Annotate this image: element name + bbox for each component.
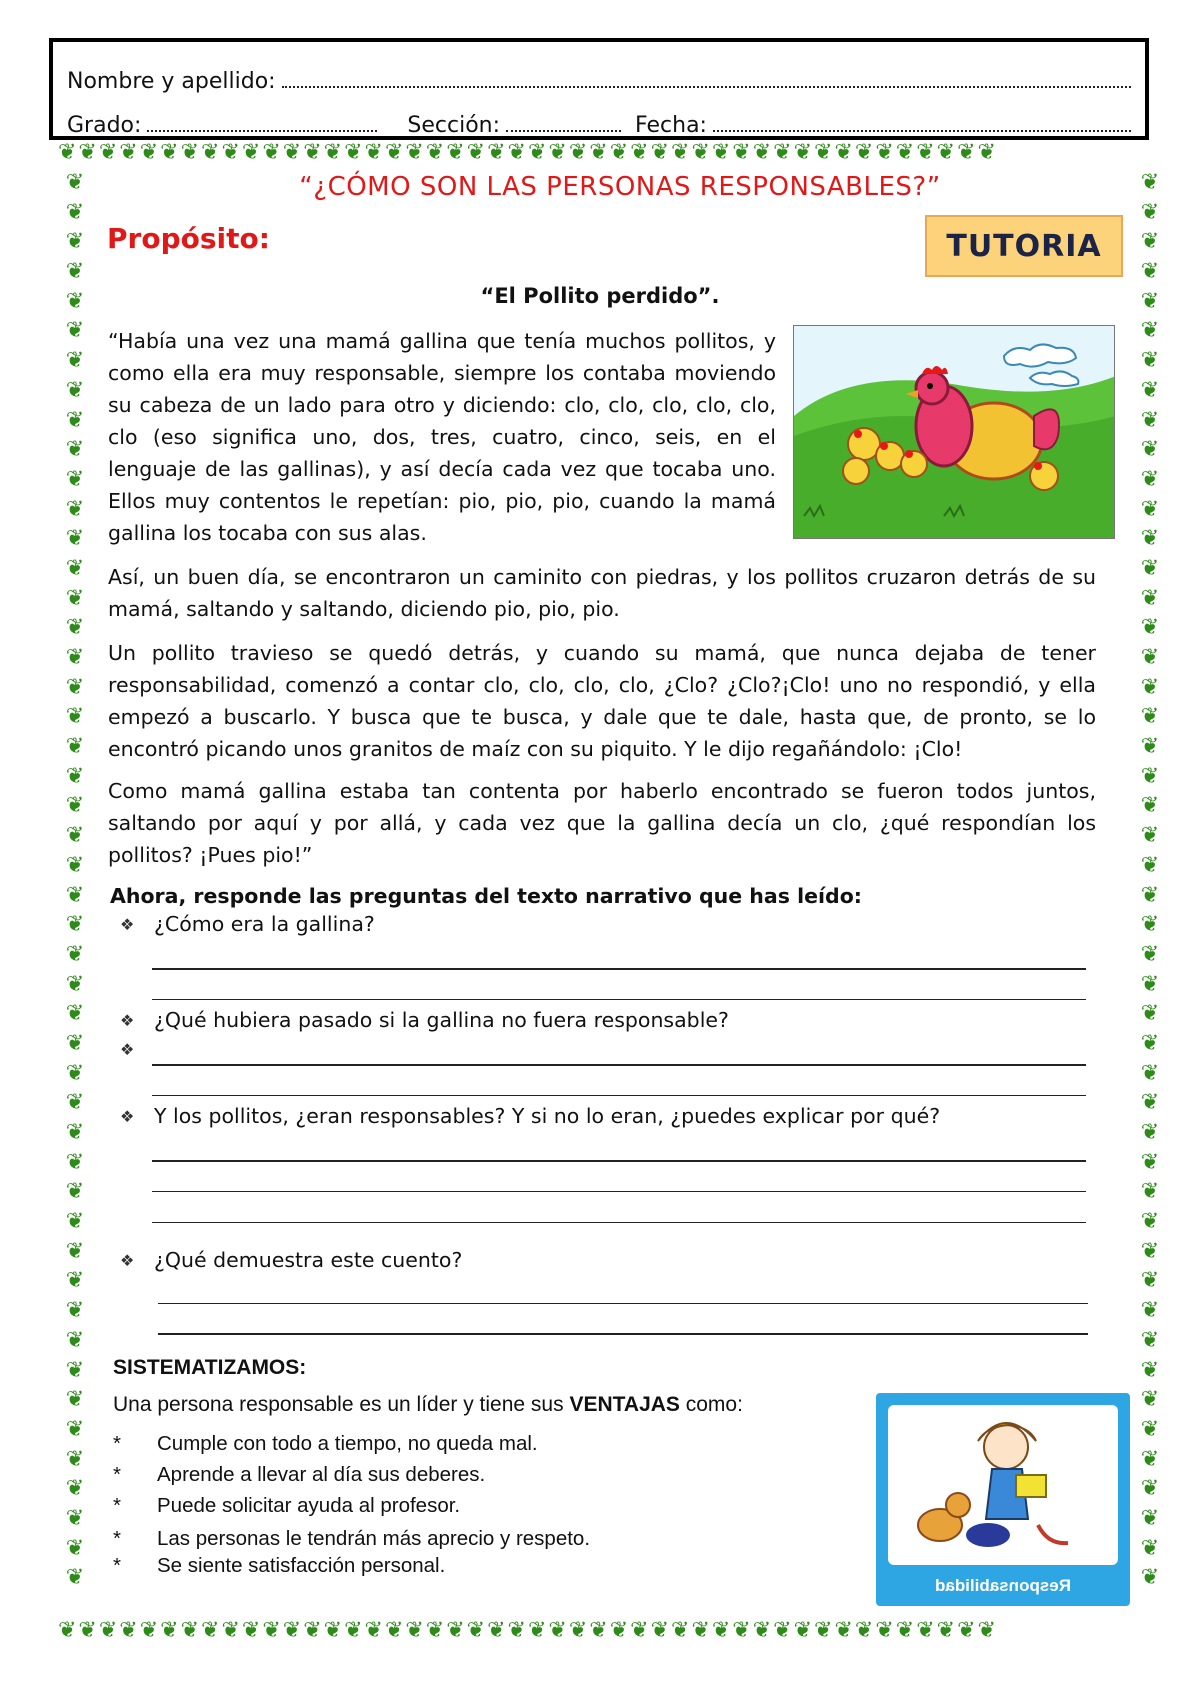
advantage-text: Aprende a llevar al día sus deberes. [157,1463,486,1486]
question-text: ¿Qué demuestra este cuento? [154,1248,463,1272]
vine-leaf-icon: ❦ [65,466,85,492]
advantage-item [113,1494,460,1518]
responsibility-caption: Responsabilidad [934,1576,1072,1595]
advantage-item [113,1527,590,1551]
advantage-text: Puede solicitar ayuda al profesor. [157,1494,461,1517]
answer-line[interactable] [152,1095,1086,1096]
vine-leaf-icon: ❦ [65,1416,85,1442]
vine-leaf-icon: ❦ [1140,555,1160,581]
vine-leaf-icon: ❦ [1140,526,1160,552]
vine-leaf-icon: ❦ [1140,288,1160,314]
diamond-bullet-icon: ❖ [120,1010,135,1030]
vine-leaf-icon: ❦ [1140,1416,1160,1442]
vine-leaf-icon: ❦ [65,1357,85,1383]
vine-leaf-icon: ❦ [65,1387,85,1413]
star-bullet: * [113,1463,121,1486]
vine-leaf-icon: ❦ [1140,1090,1160,1116]
vine-leaf-icon: ❦ [1140,1565,1160,1591]
vine-leaf-icon: ❦ [65,526,85,552]
vine-leaf-icon: ❦ [1140,674,1160,700]
vine-leaf-icon: ❦ [65,229,85,255]
date-label: Fecha: [635,113,707,138]
question-text: ¿Qué hubiera pasado si la gallina no fuera responsable? [154,1008,729,1032]
responsibility-illustration [876,1393,1130,1606]
page-title: “¿CÓMO SON LAS PERSONAS RESPONSABLES?” [299,172,941,202]
vine-leaf-icon: ❦ [65,823,85,849]
vine-leaf-icon: ❦ [65,585,85,611]
advantage-item [113,1463,485,1487]
vine-leaf-icon: ❦ [65,555,85,581]
story-paragraph: “Había una vez una mamá gallina que tenía muchos pollitos, y como ella era muy responsable, siempre los contaba moviendo su cabeza de un lado para otro y diciendo: clo, clo, clo, clo, clo, clo (eso significa uno, dos, tres, cuatro, cinco, seis, en el lenguaje de las gallinas), y así decía cada vez que tocaba uno. Ellos muy contentos le repetían: pio, pio, pio, cuando la mamá gallina los tocaba con sus alas. [108,329,776,545]
vine-leaf-icon: ❦ [1140,199,1160,225]
vine-leaf-icon: ❦ [65,437,85,463]
vine-leaf-icon: ❦ [1140,645,1160,670]
questions-intro: Ahora, responde las preguntas del texto narrativo que has leído: [110,884,862,908]
date-field[interactable] [713,126,1131,132]
answer-line[interactable] [152,999,1086,1000]
vine-leaf-icon: ❦ [65,348,85,374]
vine-leaf-icon: ❦ [1140,1357,1160,1383]
vine-leaf-icon: ❦ [1140,763,1160,789]
section-field[interactable] [506,126,621,132]
vine-leaf-icon: ❦ [1140,348,1160,374]
tutoria-badge: TUTORIA [925,215,1123,277]
question-item [120,1248,462,1272]
vine-leaf-icon: ❦ [1140,1327,1160,1353]
vine-leaf-icon: ❦ [65,882,85,908]
vine-leaf-icon: ❦ [1140,1001,1160,1027]
vine-leaf-icon: ❦ [65,1535,85,1561]
answer-line[interactable] [158,1333,1088,1335]
vine-leaf-icon: ❦ [65,407,85,433]
question-item [120,1008,729,1032]
vine-leaf-icon: ❦ [65,1238,85,1264]
systematize-title: SISTEMATIZAMOS: [113,1356,307,1379]
vine-leaf-icon: ❦ [1140,318,1160,344]
vine-leaf-icon: ❦ [1140,882,1160,908]
vine-leaf-icon: ❦ [65,763,85,789]
vine-leaf-icon: ❦ [1140,1505,1160,1531]
vine-leaf-icon: ❦ [1140,852,1160,878]
vine-leaf-icon: ❦ [1140,1268,1160,1294]
vine-leaf-icon: ❦ [1140,1030,1160,1056]
vine-leaf-icon: ❦ [65,1149,85,1175]
advantage-item [113,1554,445,1578]
story-paragraph: Así, un buen día, se encontraron un caminito con piedras, y los pollitos cruzaron detrás de su mamá, saltando y saltando, diciendo pio, pio, pio. [108,565,1096,621]
answer-line[interactable] [152,1191,1086,1192]
story-paragraph: Un pollito travieso se quedó detrás, y cuando su mamá, que nunca dejaba de tener responsabilidad, comenzó a contar clo, clo, clo, clo, ¿Clo? ¿Clo?¡Clo! uno no respondió, y ella empezó a buscarlo. Y busca que te busca, y dale que te dale, hasta que, de pronto, se lo encontró picando unos granitos de maíz con su piquito. Y le dijo regañándolo: ¡Clo! [108,641,1096,761]
vine-leaf-icon: ❦ [1140,1535,1160,1561]
vine-leaf-icon: ❦ [1140,793,1160,819]
vine-leaf-icon: ❦ [65,377,85,403]
diamond-bullet-icon: ❖ [120,1040,135,1059]
answer-line[interactable] [152,1064,1086,1066]
vine-leaf-icon: ❦ [1140,704,1160,730]
student-info-box [49,38,1149,140]
vine-leaf-icon: ❦ [65,1001,85,1027]
vine-leaf-icon: ❦ [1140,1149,1160,1175]
advantage-text: Cumple con todo a tiempo, no queda mal. [157,1432,538,1455]
vine-leaf-icon: ❦ [65,793,85,819]
vine-leaf-icon: ❦ [65,1327,85,1353]
vine-leaf-icon: ❦ [1140,1060,1160,1086]
vine-leaf-icon: ❦ [65,1446,85,1472]
vine-leaf-icon: ❦ [65,1476,85,1502]
vine-leaf-icon: ❦ [65,1268,85,1294]
star-bullet: * [113,1494,121,1517]
vine-leaf-icon: ❦ [1140,585,1160,611]
vine-leaf-icon: ❦ [65,1209,85,1235]
vine-leaf-icon: ❦ [1140,1387,1160,1413]
question-text: ¿Cómo era la gallina? [154,912,375,936]
vine-leaf-icon: ❦ [1140,1298,1160,1324]
hen-illustration [793,325,1115,539]
vine-leaf-icon: ❦ [65,259,85,285]
vine-border-right [1135,172,1165,1622]
illustration-panel [888,1405,1118,1565]
vine-leaf-icon: ❦ [65,1120,85,1145]
grade-row [67,94,1131,138]
vine-leaf-icon: ❦ [1140,912,1160,938]
vine-leaf-icon: ❦ [65,496,85,522]
diamond-bullet-icon: ❖ [120,1106,135,1126]
section-label: Sección: [407,113,501,138]
vine-leaf-icon: ❦ [1140,1179,1160,1205]
vine-leaf-icon: ❦ [65,912,85,938]
vine-leaf-icon: ❦ [1140,1209,1160,1235]
vine-leaf-icon: ❦ [65,1298,85,1324]
vine-leaf-icon: ❦ [1140,496,1160,522]
star-bullet: * [113,1554,121,1577]
intro-text-end: como: [679,1393,743,1416]
answer-line[interactable] [152,1222,1086,1223]
vine-leaf-icon: ❦ [1140,377,1160,403]
diamond-bullet-icon: ❖ [120,914,135,934]
vine-leaf-icon: ❦ [1140,1476,1160,1502]
diamond-bullet-icon: ❖ [120,1250,135,1270]
vine-leaf-icon: ❦ [65,1179,85,1205]
purpose-label: Propósito: [107,222,270,255]
vine-leaf-icon: ❦ [65,1090,85,1116]
vine-leaf-icon: ❦ [65,288,85,314]
vine-border-left [60,172,90,1622]
vine-leaf-icon: ❦ [1140,615,1160,641]
name-row [67,50,1131,94]
intro-text: Una persona responsable es un líder y tiene sus [113,1393,570,1416]
vine-leaf-icon: ❦ [1140,437,1160,463]
star-bullet: * [113,1432,121,1455]
vine-leaf-icon: ❦ [1140,941,1160,967]
name-label: Nombre y apellido: [67,69,276,94]
answer-line[interactable] [152,968,1086,970]
vine-leaf-icon: ❦ [65,1565,85,1591]
vine-leaf-icon: ❦ [1140,466,1160,492]
vine-leaf-icon: ❦ [65,852,85,878]
vine-leaf-icon: ❦ [65,645,85,670]
vine-leaf-icon: ❦ [1140,1120,1160,1145]
answer-line[interactable] [152,1160,1086,1162]
vine-leaf-icon: ❦ [1140,172,1160,195]
name-field[interactable] [282,82,1131,88]
systematize-intro [113,1393,743,1417]
advantage-text: Las personas le tendrán más aprecio y respeto. [157,1527,591,1550]
answer-line[interactable] [158,1303,1088,1304]
vine-leaf-icon: ❦ [65,1505,85,1531]
vine-leaf-icon: ❦ [65,318,85,344]
vine-leaf-icon: ❦ [1140,1446,1160,1472]
story-paragraph: Como mamá gallina estaba tan contenta por haberlo encontrado se fueron todos juntos, saltando por aquí y por allá, y cada vez que la gallina decía un clo, ¿qué respondían los pollitos? ¡Pues pio!” [108,779,1096,867]
vine-border-bottom: ❦❦❦❦❦❦❦❦❦❦❦❦❦❦❦❦❦❦❦❦❦❦❦❦❦❦❦❦❦❦❦❦❦❦❦❦❦❦❦❦❦❦❦❦❦❦ [58,1620,998,1643]
vine-leaf-icon: ❦ [1140,1238,1160,1264]
vine-leaf-icon: ❦ [65,1030,85,1056]
grade-label: Grado: [67,113,142,138]
vine-leaf-icon: ❦ [65,704,85,730]
grade-field[interactable] [147,126,377,132]
question-item [120,912,375,936]
question-text: Y los pollitos, ¿eran responsables? Y si no lo eran, ¿puedes explicar por qué? [154,1104,941,1128]
vine-leaf-icon: ❦ [65,674,85,700]
vine-leaf-icon: ❦ [1140,259,1160,285]
vine-leaf-icon: ❦ [65,941,85,967]
vine-leaf-icon: ❦ [65,172,85,195]
vine-leaf-icon: ❦ [1140,407,1160,433]
star-bullet: * [113,1527,121,1550]
vine-leaf-icon: ❦ [65,734,85,760]
vine-border-top: ❦❦❦❦❦❦❦❦❦❦❦❦❦❦❦❦❦❦❦❦❦❦❦❦❦❦❦❦❦❦❦❦❦❦❦❦❦❦❦❦❦❦❦❦❦❦ [58,142,998,165]
intro-bold: VENTAJAS [569,1393,680,1416]
empty-bullet [120,1040,154,1059]
question-item [120,1104,940,1128]
vine-leaf-icon: ❦ [65,199,85,225]
advantage-item [113,1432,538,1456]
vine-leaf-icon: ❦ [1140,823,1160,849]
story-title: “El Pollito perdido”. [480,284,720,308]
vine-leaf-icon: ❦ [65,615,85,641]
vine-leaf-icon: ❦ [1140,734,1160,760]
vine-leaf-icon: ❦ [1140,229,1160,255]
vine-leaf-icon: ❦ [1140,971,1160,997]
advantage-text: Se siente satisfacción personal. [157,1554,446,1577]
vine-leaf-icon: ❦ [65,971,85,997]
vine-leaf-icon: ❦ [65,1060,85,1086]
